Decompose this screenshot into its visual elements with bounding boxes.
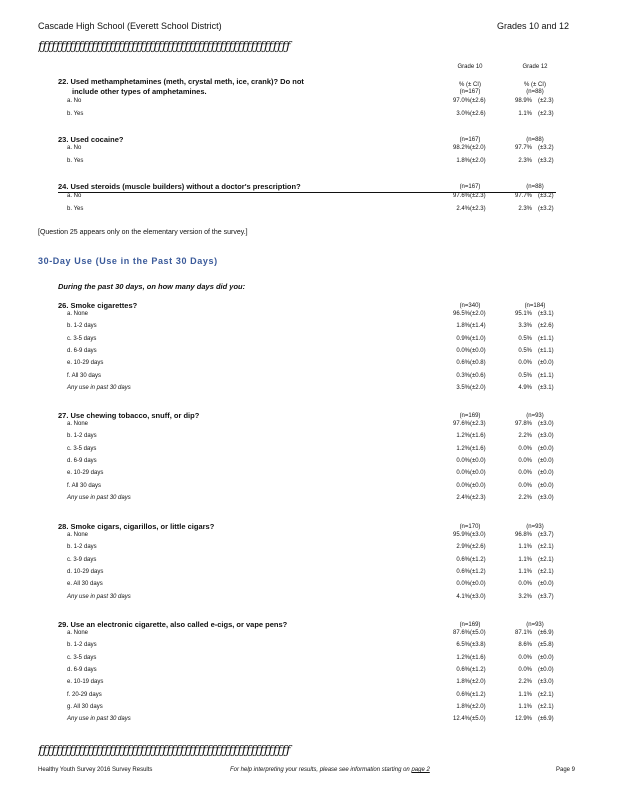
grade12-percent: 1.1% [518,704,532,710]
answer-option-label: a. No [67,145,82,151]
grade10-percent: 1.8% [456,704,470,710]
grade12-ci: (±3.7) [538,532,554,538]
answer-option-label: b. Yes [67,158,84,164]
question-28-n-grade12: (n=93) [526,524,544,530]
grade10-ci: (±3.8) [470,642,486,648]
grade10-ci: (±2.6) [470,544,486,550]
grade10-percent: 6.5% [456,642,470,648]
grade12-percent: 8.6% [518,642,532,648]
any-use-label: Any use in past 30 days [67,716,131,722]
grade12-ci: (±1.1) [538,336,554,342]
grade10-ci: (±2.3) [470,421,486,427]
grade10-ci: (±3.0) [470,594,486,600]
grade12-ci: (±3.7) [538,594,554,600]
any-use-label: Any use in past 30 days [67,495,131,501]
answer-option-label: d. 6-9 days [67,348,97,354]
grade10-ci: (±0.0) [470,348,486,354]
answer-option-label: a. No [67,98,82,104]
grade10-ci: (±1.6) [470,446,486,452]
answer-option-label: e. All 30 days [67,581,103,587]
question-29-title: 29. Use an electronic cigarette, also called e-cigs, or vape pens? [58,620,288,629]
answer-option-label: a. None [67,421,89,427]
question-24-n-grade10: (n=167) [459,184,481,190]
answer-option-label: c. 3-9 days [67,557,97,563]
question-27-n-grade12: (n=93) [526,413,544,419]
answer-option-label: a. None [67,532,89,538]
question-27-n-grade10: (n=169) [459,413,481,419]
grade12-ci: (±0.0) [538,667,554,673]
grade10-ci: (±3.0) [470,532,486,538]
grade12-percent: 0.0% [518,655,532,661]
answer-option-label: b. Yes [67,206,84,212]
grade12-percent: 0.0% [518,360,532,366]
grade12-percent: 0.0% [518,470,532,476]
question-28-n-grade10: (n=170) [459,524,481,530]
section-intro: During the past 30 days, on how many days did you: [58,282,246,291]
grade10-percent: 0.6% [456,360,470,366]
grade12-ci: (±2.1) [538,557,554,563]
answer-option-label: c. 3-5 days [67,336,97,342]
answer-option-label: e. 10-29 days [67,470,104,476]
grade12-percent: 98.9% [514,98,532,104]
question-23-title: 23. Used cocaine? [58,135,124,144]
grade12-ci: (±6.9) [538,716,554,722]
grade10-percent: 95.9% [452,532,470,538]
grade10-ci: (±1.2) [470,692,486,698]
grade12-ci: (±0.0) [538,470,554,476]
grade10-ci: (±0.0) [470,483,486,489]
grade12-percent: 0.0% [518,483,532,489]
answer-option-label: f. All 30 days [67,483,102,489]
grade12-ci: (±0.0) [538,458,554,464]
answer-option-label: b. 1-2 days [67,433,97,439]
question-28-title: 28. Smoke cigars, cigarillos, or little cigars? [58,522,215,531]
grades-label: Grades 10 and 12 [497,21,570,31]
answer-option-label: g. All 30 days [67,704,103,710]
grade10-ci: (±2.0) [470,385,486,391]
grade12-ci: (±2.1) [538,692,554,698]
grade12-ci: (±3.0) [538,421,554,427]
grade12-percent: 0.5% [518,348,532,354]
grade10-percent: 0.0% [456,348,470,354]
grade12-percent: 0.0% [518,446,532,452]
grade12-ci: (±3.1) [538,311,554,317]
grade12-ci: (±2.3) [538,111,554,117]
question-25-note: [Question 25 appears only on the elementary version of the survey.] [38,229,248,236]
grade10-ci: (±2.0) [470,311,486,317]
grade10-percent: 4.1% [456,594,470,600]
grade10-ci: (±1.2) [470,569,486,575]
grade10-percent: 1.8% [456,679,470,685]
grade10-ci: (±1.4) [470,323,486,329]
grade10-percent: 97.6% [452,421,470,427]
grade12-percent: 1.1% [518,111,532,117]
question-23-n-grade12: (n=88) [526,137,544,143]
grade12-percent: 3.3% [518,323,532,329]
q22-n-grade10: (n=167) [459,89,481,95]
grade10-percent: 87.6% [452,630,470,636]
grade12-percent: 87.1% [514,630,532,636]
grade10-ci: (±1.6) [470,655,486,661]
grade10-percent: 0.3% [456,373,470,379]
grade10-ci: (±2.0) [470,704,486,710]
grade12-ci: (±0.0) [538,360,554,366]
grade10-percent: 0.0% [456,470,470,476]
answer-option-label: b. 1-2 days [67,323,97,329]
footer-page-link[interactable]: page 2 [411,767,430,773]
grade10-percent: 1.8% [456,158,470,164]
grade10-ci: (±2.3) [470,495,486,501]
grade10-percent: 1.8% [456,323,470,329]
answer-option-label: c. 3-5 days [67,655,97,661]
grade10-percent: 1.2% [456,655,470,661]
grade10-percent: 3.5% [456,385,470,391]
grade12-percent: 0.0% [518,581,532,587]
grade10-percent: 0.6% [456,692,470,698]
question-29-n-grade10: (n=169) [459,622,481,628]
grade12-ci: (±0.0) [538,483,554,489]
grade10-percent: 0.6% [456,557,470,563]
question-26-n-grade12: (n=184) [524,303,546,309]
grade12-percent: 1.1% [518,544,532,550]
grade10-ci: (±0.0) [470,470,486,476]
grade10-percent: 98.2% [452,145,470,151]
question-26-title: 26. Smoke cigarettes? [58,301,138,310]
grade12-percent: 1.1% [518,557,532,563]
grade10-percent: 96.5% [452,311,470,317]
grade12-percent: 4.9% [518,385,532,391]
grade12-ci: (±2.1) [538,569,554,575]
grade10-ci: (±2.6) [470,111,486,117]
grade10-ci: (±2.3) [470,206,486,212]
grade12-percent: 0.5% [518,373,532,379]
grade10-percent: 0.0% [456,483,470,489]
answer-option-label: e. 10-19 days [67,679,104,685]
grade12-percent: 2.2% [518,433,532,439]
question-27-title: 27. Use chewing tobacco, snuff, or dip? [58,411,200,420]
pct-ci-header-10: % (± CI) [459,82,481,88]
grade12-ci: (±2.1) [538,544,554,550]
question-22-title-cont: include other types of amphetamines. [72,87,207,96]
grade12-ci: (±3.2) [538,206,554,212]
q22-n-grade12: (n=88) [526,89,544,95]
answer-option-label: d. 6-9 days [67,458,97,464]
grade12-percent: 1.1% [518,692,532,698]
answer-option-label: b. 1-2 days [67,642,97,648]
decorative-rule-top: ƒƒƒƒƒƒƒƒƒƒƒƒƒƒƒƒƒƒƒƒƒƒƒƒƒƒƒƒƒƒƒƒƒƒƒƒƒƒƒƒƒƒƒƒƒƒƒƒƒƒƒƒƒƒƒƒƒ [38,38,291,53]
grade10-ci: (±2.0) [470,145,486,151]
footer-survey-title: Healthy Youth Survey 2016 Survey Results [38,767,153,773]
grade10-ci: (±1.2) [470,667,486,673]
grade12-ci: (±3.2) [538,193,554,199]
answer-option-label: e. 10-29 days [67,360,104,366]
grade12-ci: (±1.1) [538,348,554,354]
grade10-percent: 0.0% [456,458,470,464]
any-use-label: Any use in past 30 days [67,594,131,600]
grade10-ci: (±1.2) [470,557,486,563]
grade10-percent: 0.6% [456,667,470,673]
answer-option-label: a. No [67,193,82,199]
grade10-ci: (±0.8) [470,360,486,366]
grade12-percent: 2.2% [518,679,532,685]
grade12-header: Grade 12 [522,64,548,70]
grade12-percent: 95.1% [514,311,532,317]
grade12-percent: 97.8% [514,421,532,427]
question-24-title: 24. Used steroids (muscle builders) without a doctor's prescription? [58,182,301,191]
grade12-ci: (±6.9) [538,630,554,636]
grade10-ci: (±5.0) [470,716,486,722]
answer-option-label: d. 6-9 days [67,667,97,673]
grade10-percent: 0.0% [456,581,470,587]
answer-option-label: c. 3-5 days [67,446,97,452]
grade10-percent: 2.4% [456,495,470,501]
answer-option-label: b. 1-2 days [67,544,97,550]
question-22-title: 22. Used methamphetamines (meth, crystal meth, ice, crank)? Do not [58,77,304,86]
grade10-ci: (±2.6) [470,98,486,104]
grade10-ci: (±0.0) [470,458,486,464]
grade12-percent: 0.0% [518,458,532,464]
footer-page-number: Page 9 [556,767,576,773]
any-use-label: Any use in past 30 days [67,385,131,391]
grade12-ci: (±2.3) [538,98,554,104]
grade10-percent: 12.4% [452,716,470,722]
question-23-n-grade10: (n=167) [459,137,481,143]
pct-ci-header-12: % (± CI) [524,82,546,88]
grade12-percent: 0.0% [518,667,532,673]
grade12-ci: (±0.0) [538,581,554,587]
school-name: Cascade High School (Everett School District) [38,21,222,31]
grade10-ci: (±1.6) [470,433,486,439]
grade10-percent: 0.6% [456,569,470,575]
grade10-percent: 2.4% [456,206,470,212]
footer-help-label: For help interpreting your results, please see information starting on [230,767,410,773]
grade12-percent: 1.1% [518,569,532,575]
grade12-ci: (±1.1) [538,373,554,379]
answer-option-label: a. None [67,630,89,636]
grade12-ci: (±2.6) [538,323,554,329]
answer-option-label: f. 20-29 days [67,692,102,698]
grade10-percent: 0.9% [456,336,470,342]
grade12-percent: 97.7% [514,145,532,151]
grade12-ci: (±3.0) [538,433,554,439]
grade12-ci: (±3.2) [538,158,554,164]
grade10-ci: (±2.0) [470,158,486,164]
grade10-ci: (±5.0) [470,630,486,636]
grade10-ci: (±2.0) [470,679,486,685]
grade12-percent: 12.9% [514,716,532,722]
grade10-percent: 1.2% [456,446,470,452]
question-24-n-grade12: (n=88) [526,184,544,190]
grade10-ci: (±1.0) [470,336,486,342]
grade10-ci: (±0.0) [470,581,486,587]
decorative-rule-bottom: ƒƒƒƒƒƒƒƒƒƒƒƒƒƒƒƒƒƒƒƒƒƒƒƒƒƒƒƒƒƒƒƒƒƒƒƒƒƒƒƒƒƒƒƒƒƒƒƒƒƒƒƒƒƒƒƒƒ [38,742,291,757]
grade12-ci: (±3.0) [538,495,554,501]
question-29-n-grade12: (n=93) [526,622,544,628]
grade12-ci: (±3.1) [538,385,554,391]
grade10-ci: (±0.6) [470,373,486,379]
answer-option-label: f. All 30 days [67,373,102,379]
grade10-percent: 97.6% [452,193,470,199]
grade10-header: Grade 10 [457,64,483,70]
grade12-ci: (±3.2) [538,145,554,151]
footer-help-text [230,767,430,773]
answer-option-label: b. Yes [67,111,84,117]
grade10-ci: (±2.3) [470,193,486,199]
grade12-percent: 3.2% [518,594,532,600]
section-title: 30-Day Use (Use in the Past 30 Days) [38,256,218,266]
grade12-percent: 2.3% [518,158,532,164]
grade12-ci: (±0.0) [538,655,554,661]
grade10-percent: 3.0% [456,111,470,117]
grade12-percent: 96.8% [514,532,532,538]
grade12-ci: (±3.0) [538,679,554,685]
grade12-ci: (±2.1) [538,704,554,710]
grade10-percent: 2.9% [456,544,470,550]
grade12-percent: 97.7% [514,193,532,199]
grade12-percent: 0.5% [518,336,532,342]
grade10-percent: 1.2% [456,433,470,439]
grade12-ci: (±5.8) [538,642,554,648]
grade10-percent: 97.0% [452,98,470,104]
answer-option-label: a. None [67,311,89,317]
grade12-ci: (±0.0) [538,446,554,452]
question-26-n-grade10: (n=340) [459,303,481,309]
answer-option-label: d. 10-29 days [67,569,104,575]
grade12-percent: 2.2% [518,495,532,501]
grade12-percent: 2.3% [518,206,532,212]
